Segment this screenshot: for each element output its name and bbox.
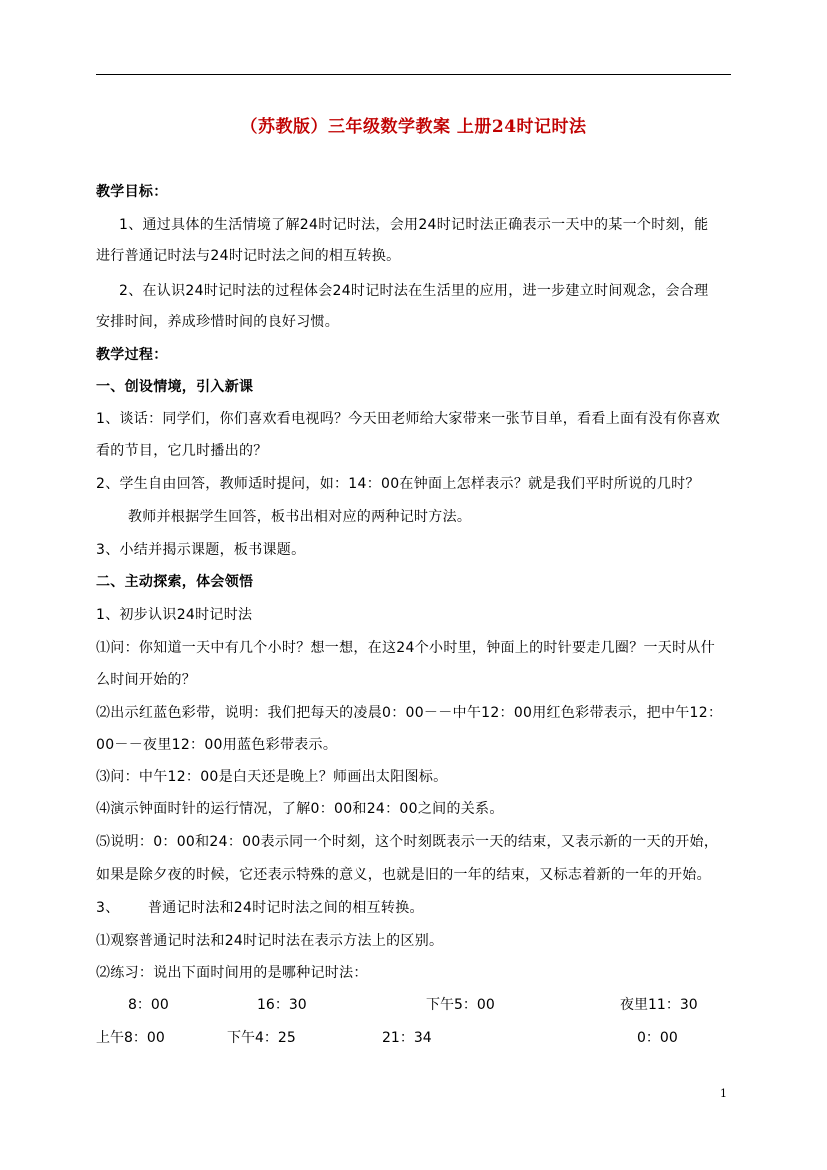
question-1-line-1: ⑴问：你知道一天中有几个小时？想一想，在这24个小时里，钟面上的时针要走几圈？一天时从什 [96, 640, 716, 656]
question-3: ⑶问：中午12：00是白天还是晚上？师画出太阳图标。 [96, 769, 448, 785]
practice-time: 夜里11：30 [620, 997, 698, 1013]
s1-item-2-note: 教师并根据学生回答，板书出相对应的两种记时方法。 [128, 509, 472, 525]
question-2-line-1: ⑵出示红蓝色彩带，说明：我们把每天的凌晨0：00－－中午12：00用红色彩带表示，把中午12： [96, 705, 723, 721]
document-title: （苏教版）三年级数学教案 上册24时记时法 [240, 117, 587, 137]
objective-2-line-1: 2、在认识24时记时法的过程体会24时记时法在生活里的应用，进一步建立时间观念，会合理 [119, 283, 709, 299]
objective-1-line-2: 进行普通记时法与24时记时法之间的相互转换。 [96, 248, 401, 264]
objective-2-line-2: 安排时间，养成珍惜时间的良好习惯。 [96, 314, 340, 330]
header-rule [96, 74, 731, 75]
s1-item-1-line-2: 看的节目，它几时播出的？ [96, 443, 268, 459]
conversion-2: ⑵练习：说出下面时间用的是哪种记时法： [96, 965, 368, 981]
practice-time: 21：34 [382, 1030, 432, 1046]
conversion-1: ⑴观察普通记时法和24时记时法在表示方法上的区别。 [96, 933, 444, 949]
objective-1-line-1: 1、通过具体的生活情境了解24时记时法，会用24时记时法正确表示一天中的某一个时刻，能 [119, 217, 709, 233]
s2-item-1: 1、初步认识24时记时法 [96, 607, 253, 623]
s1-item-2: 2、学生自由回答，教师适时提问，如：14：00在钟面上怎样表示？就是我们平时所说的几时？ [96, 476, 700, 492]
page-number: 1 [720, 1087, 727, 1100]
question-5-line-1: ⑸说明：0：00和24：00表示同一个时刻，这个时刻既表示一天的结束，又表示新的一天的开始， [96, 834, 719, 850]
section-2-heading: 二、主动探索，体会领悟 [96, 574, 254, 590]
question-1-line-2: 么时间开始的？ [96, 672, 197, 688]
practice-time: 下午4：25 [227, 1030, 296, 1046]
s2-item-3-text: 普通记时法和24时记时法之间的相互转换。 [148, 900, 424, 916]
s1-item-1-line-1: 1、谈话：同学们，你们喜欢看电视吗？今天田老师给大家带来一张节目单，看看上面有没有你喜欢 [96, 411, 721, 427]
s2-item-3-number: 3、 [96, 900, 120, 916]
practice-time: 8：00 [128, 997, 169, 1013]
practice-time: 上午8：00 [96, 1030, 165, 1046]
practice-time: 0：00 [637, 1030, 678, 1046]
question-4: ⑷演示钟面时针的运行情况，了解0：00和24：00之间的关系。 [96, 801, 504, 817]
s1-item-3: 3、小结并揭示课题，板书课题。 [96, 542, 306, 558]
process-heading: 教学过程： [96, 347, 168, 363]
practice-time: 下午5：00 [426, 997, 495, 1013]
question-5-line-2: 如果是除夕夜的时候，它还表示特殊的意义，也就是旧的一年的结束，又标志着新的一年的开始。 [96, 867, 711, 883]
practice-time: 16：30 [257, 997, 307, 1013]
section-1-heading: 一、创设情境，引入新课 [96, 379, 254, 395]
objectives-heading: 教学目标： [96, 184, 168, 200]
question-2-line-2: 00－－夜里12：00用蓝色彩带表示。 [96, 737, 338, 753]
